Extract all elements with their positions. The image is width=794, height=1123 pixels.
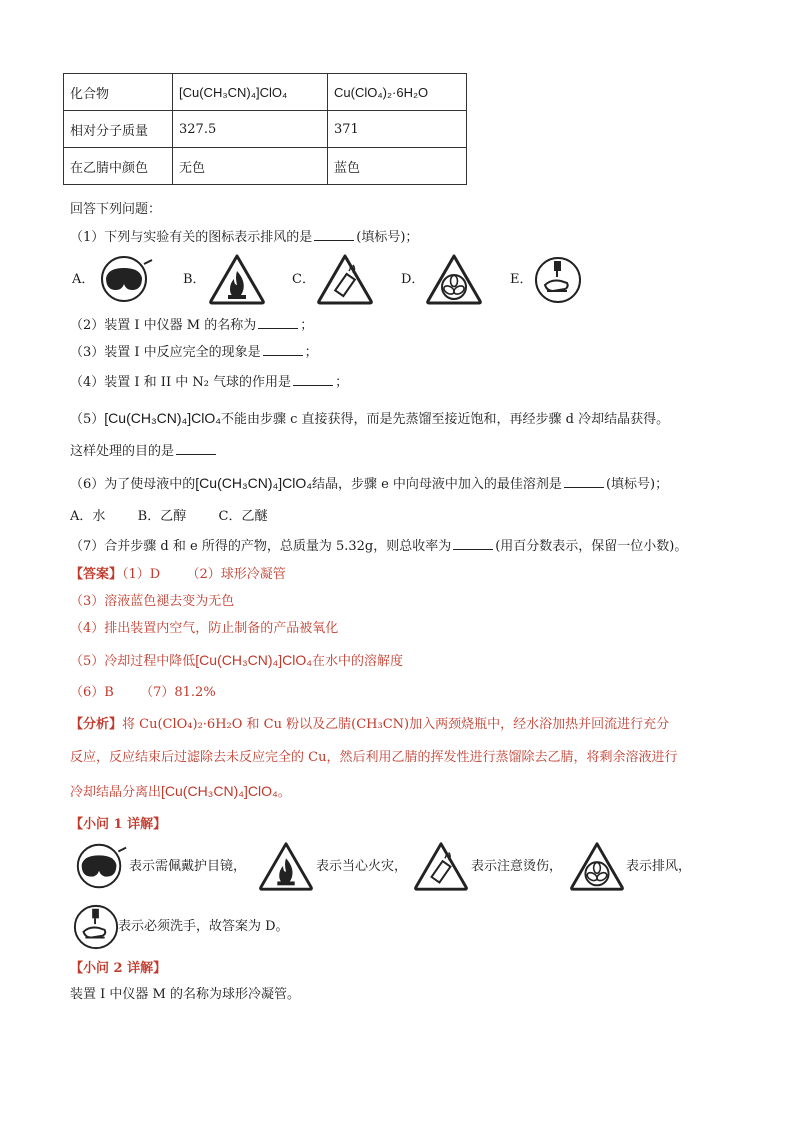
table-cell: 327.5 bbox=[173, 111, 328, 148]
burn-warning-icon bbox=[413, 840, 469, 892]
question-3-suffix: ； bbox=[304, 345, 318, 360]
chem-formula: [Cu(CH₃CN)₄]ClO₄ bbox=[195, 475, 312, 491]
table-row bbox=[64, 111, 467, 148]
question-3-text: （3）装置 I 中反应完全的现象是 bbox=[70, 345, 261, 360]
question-7 bbox=[70, 537, 687, 556]
table-row bbox=[64, 148, 467, 185]
answer-line-1 bbox=[70, 566, 286, 584]
option-e-label: E． bbox=[510, 272, 533, 287]
hand-washing-icon bbox=[72, 903, 120, 951]
chem-formula: [Cu(CH₃CN)₄]ClO₄ bbox=[195, 652, 312, 668]
answer-7: （7）81.2% bbox=[140, 685, 216, 700]
analysis-line-2: 反应，反应结束后过滤除去未反应完全的 Cu，然后利用乙腈的挥发性进行蒸馏除去乙腈，将剩余溶液进行 bbox=[70, 750, 678, 765]
option-a-label: A． bbox=[72, 272, 95, 287]
answer-6: （6）B bbox=[70, 685, 114, 700]
answer-blank bbox=[263, 343, 303, 356]
question-5-line2-text: 这样处理的目的是 bbox=[70, 444, 175, 459]
option-d-label: D． bbox=[401, 272, 425, 287]
answer-blank bbox=[293, 373, 333, 386]
burn-warning-icon bbox=[316, 253, 374, 305]
question-7-text: （7）合并步骤 d 和 e 所得的产物，总质量为 5.32g，则总收率为 bbox=[70, 539, 452, 554]
option-c-label: C． bbox=[292, 272, 315, 287]
hand-washing-icon bbox=[533, 255, 583, 305]
answer-blank bbox=[258, 316, 298, 329]
option-ether: C．乙醚 bbox=[218, 509, 268, 524]
answer-1: （1）D bbox=[122, 567, 161, 582]
answer-tag: 【答案】 bbox=[70, 567, 123, 582]
detail-1-text-2: 表示当心火灾， bbox=[316, 859, 408, 874]
table-cell: 化合物 bbox=[64, 74, 173, 111]
question-7-suffix: (用百分数表示，保留一位小数)。 bbox=[495, 539, 688, 554]
detail-1-text-1: 表示需佩戴护目镜， bbox=[129, 859, 247, 874]
question-4 bbox=[70, 373, 348, 392]
table-cell: [Cu(CH₃CN)₄]ClO₄ bbox=[173, 74, 328, 111]
answer-5 bbox=[70, 651, 403, 671]
answer-4: （4）排出装置内空气，防止制备的产品被氧化 bbox=[70, 621, 339, 636]
answer-3: （3）溶液蓝色褪去变为无色 bbox=[70, 594, 235, 609]
question-6-suffix: (填标号)； bbox=[605, 477, 669, 492]
answer-blank bbox=[564, 475, 604, 488]
analysis-line-1 bbox=[70, 716, 669, 734]
answer-blank bbox=[453, 537, 493, 550]
detail-1-text-5: 表示必须洗手，故答案为 D。 bbox=[118, 919, 289, 934]
chem-formula: [Cu(CH₃CN)₄]ClO₄ bbox=[104, 410, 221, 426]
question-5-prefix: （5） bbox=[70, 412, 105, 427]
table-cell: 371 bbox=[328, 111, 467, 148]
question-4-text: （4）装置 I 和 II 中 N₂ 气球的作用是 bbox=[70, 375, 292, 390]
ventilation-fan-icon bbox=[569, 840, 625, 892]
answer-line-6-7 bbox=[70, 684, 216, 702]
option-ethanol: B．乙醇 bbox=[137, 509, 187, 524]
question-1 bbox=[70, 228, 418, 247]
fire-warning-icon bbox=[258, 840, 314, 892]
table-cell: 相对分子质量 bbox=[64, 111, 173, 148]
answer-5-post: 在水中的溶解度 bbox=[311, 654, 403, 669]
detail-1-text-4: 表示排风， bbox=[626, 859, 692, 874]
question-6-options bbox=[70, 508, 267, 526]
table-row bbox=[64, 74, 467, 111]
question-5 bbox=[70, 409, 669, 429]
question-5-text: 不能由步骤 c 直接获得，而是先蒸馏至接近饱和，再经步骤 d 冷却结晶获得。 bbox=[220, 412, 670, 427]
answer-2: （2）球形冷凝管 bbox=[186, 567, 286, 582]
question-2 bbox=[70, 316, 313, 335]
analysis-tag: 【分析】 bbox=[70, 717, 123, 732]
answer-blank bbox=[176, 442, 216, 455]
question-2-suffix: ； bbox=[300, 318, 314, 333]
detail-2-text: 装置 I 中仪器 M 的名称为球形冷凝管。 bbox=[70, 987, 300, 1002]
answer-5-pre: （5）冷却过程中降低 bbox=[70, 654, 196, 669]
question-4-suffix: ； bbox=[335, 375, 349, 390]
analysis-line3-post: 。 bbox=[277, 785, 291, 800]
analysis-line-3 bbox=[70, 782, 291, 802]
detail-1-text-3: 表示注意烫伤， bbox=[471, 859, 563, 874]
question-3 bbox=[70, 343, 318, 362]
analysis-line3-pre: 冷却结晶分离出 bbox=[70, 785, 162, 800]
detail-1-heading: 【小问 1 详解】 bbox=[70, 817, 167, 832]
analysis-text-1: 将 Cu(ClO₄)₂·6H₂O 和 Cu 粉以及乙腈(CH₃CN)加入两颈烧瓶中，经水浴加热并回流进行充分 bbox=[122, 717, 670, 732]
question-2-text: （2）装置 I 中仪器 M 的名称为 bbox=[70, 318, 257, 333]
fire-warning-icon bbox=[208, 253, 266, 305]
goggles-icon bbox=[96, 254, 154, 304]
question-1-text: （1）下列与实验有关的图标表示排风的是 bbox=[70, 230, 313, 245]
table-cell: Cu(ClO₄)₂·6H₂O bbox=[328, 74, 467, 111]
answer-blank bbox=[314, 228, 354, 241]
option-water: A．水 bbox=[70, 509, 106, 524]
compound-properties-table bbox=[63, 73, 467, 185]
ventilation-fan-icon bbox=[425, 253, 483, 305]
intro-text: 回答下列问题： bbox=[70, 202, 162, 217]
option-b-label: B． bbox=[183, 272, 206, 287]
goggles-icon bbox=[72, 840, 128, 892]
question-6-text: 结晶，步骤 e 中向母液中加入的最佳溶剂是 bbox=[311, 477, 562, 492]
table-cell: 在乙腈中颜色 bbox=[64, 148, 173, 185]
question-5-line2 bbox=[70, 442, 218, 461]
question-6 bbox=[70, 474, 668, 494]
chem-formula: [Cu(CH₃CN)₄]ClO₄ bbox=[161, 783, 278, 799]
detail-2-heading: 【小问 2 详解】 bbox=[70, 961, 167, 976]
table-cell: 蓝色 bbox=[328, 148, 467, 185]
table-cell: 无色 bbox=[173, 148, 328, 185]
question-6-prefix: （6）为了使母液中的 bbox=[70, 477, 196, 492]
question-1-suffix: (填标号)； bbox=[356, 230, 419, 245]
